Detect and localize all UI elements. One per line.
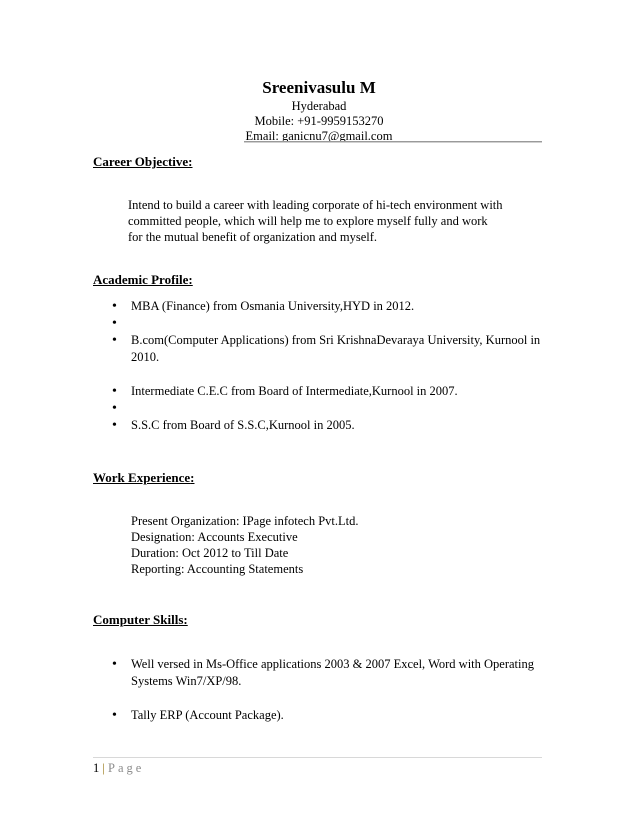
academic-profile-list	[112, 298, 552, 434]
bullet-icon	[112, 400, 126, 417]
candidate-name: Sreenivasulu M	[262, 78, 376, 97]
footer-divider	[93, 757, 542, 758]
list-item: • Tally ERP (Account Package).	[112, 707, 552, 724]
work-experience-line: Duration: Oct 2012 to Till Date	[131, 546, 289, 560]
candidate-city: Hyderabad	[291, 99, 347, 113]
footer-separator: |	[102, 761, 105, 775]
career-objective-heading: Career Objective:	[93, 154, 193, 169]
computer-skills-list	[112, 656, 552, 724]
header-divider	[244, 141, 542, 143]
bullet-icon	[112, 417, 126, 434]
bullet-icon	[112, 707, 126, 724]
career-objective-line: committed people, which will help me to explore myself fully and work	[128, 214, 488, 228]
list-item	[112, 315, 552, 332]
bullet-icon	[112, 315, 126, 332]
page-footer	[93, 761, 144, 776]
list-spacer	[112, 690, 552, 707]
page-label: Page	[108, 761, 145, 775]
list-spacer	[112, 366, 552, 383]
work-experience-line: Present Organization: IPage infotech Pvt.Ltd.	[131, 514, 359, 528]
page-number: 1	[93, 761, 100, 775]
bullet-icon	[112, 656, 126, 673]
candidate-email: Email: ganicnu7@gmail.com	[245, 129, 393, 143]
career-objective-text	[128, 197, 548, 245]
career-objective-line: Intend to build a career with leading corporate of hi-tech environment with	[128, 198, 503, 212]
list-item: • Well versed in Ms-Office applications 2003 & 2007 Excel, Word with Operating Systems Win7/XP/98.	[112, 656, 552, 690]
list-item: • MBA (Finance) from Osmania University,HYD in 2012.	[112, 298, 552, 315]
list-item: • S.S.C from Board of S.S.C,Kurnool in 2005.	[112, 417, 552, 434]
bullet-icon	[112, 298, 126, 315]
career-objective-line: for the mutual benefit of organization and myself.	[128, 230, 377, 244]
list-item	[112, 400, 552, 417]
list-item: • B.com(Computer Applications) from Sri KrishnaDevaraya University, Kurnool in 2010.	[112, 332, 552, 366]
work-experience-line: Designation: Accounts Executive	[131, 530, 298, 544]
academic-profile-heading: Academic Profile:	[93, 272, 193, 287]
list-item: • Intermediate C.E.C from Board of Intermediate,Kurnool in 2007.	[112, 383, 552, 400]
candidate-mobile: Mobile: +91-9959153270	[254, 114, 384, 128]
computer-skills-heading: Computer Skills:	[93, 612, 188, 627]
work-experience-details	[131, 513, 551, 577]
work-experience-heading: Work Experience:	[93, 470, 195, 485]
work-experience-line: Reporting: Accounting Statements	[131, 562, 304, 576]
bullet-icon	[112, 332, 126, 349]
bullet-icon	[112, 383, 126, 400]
